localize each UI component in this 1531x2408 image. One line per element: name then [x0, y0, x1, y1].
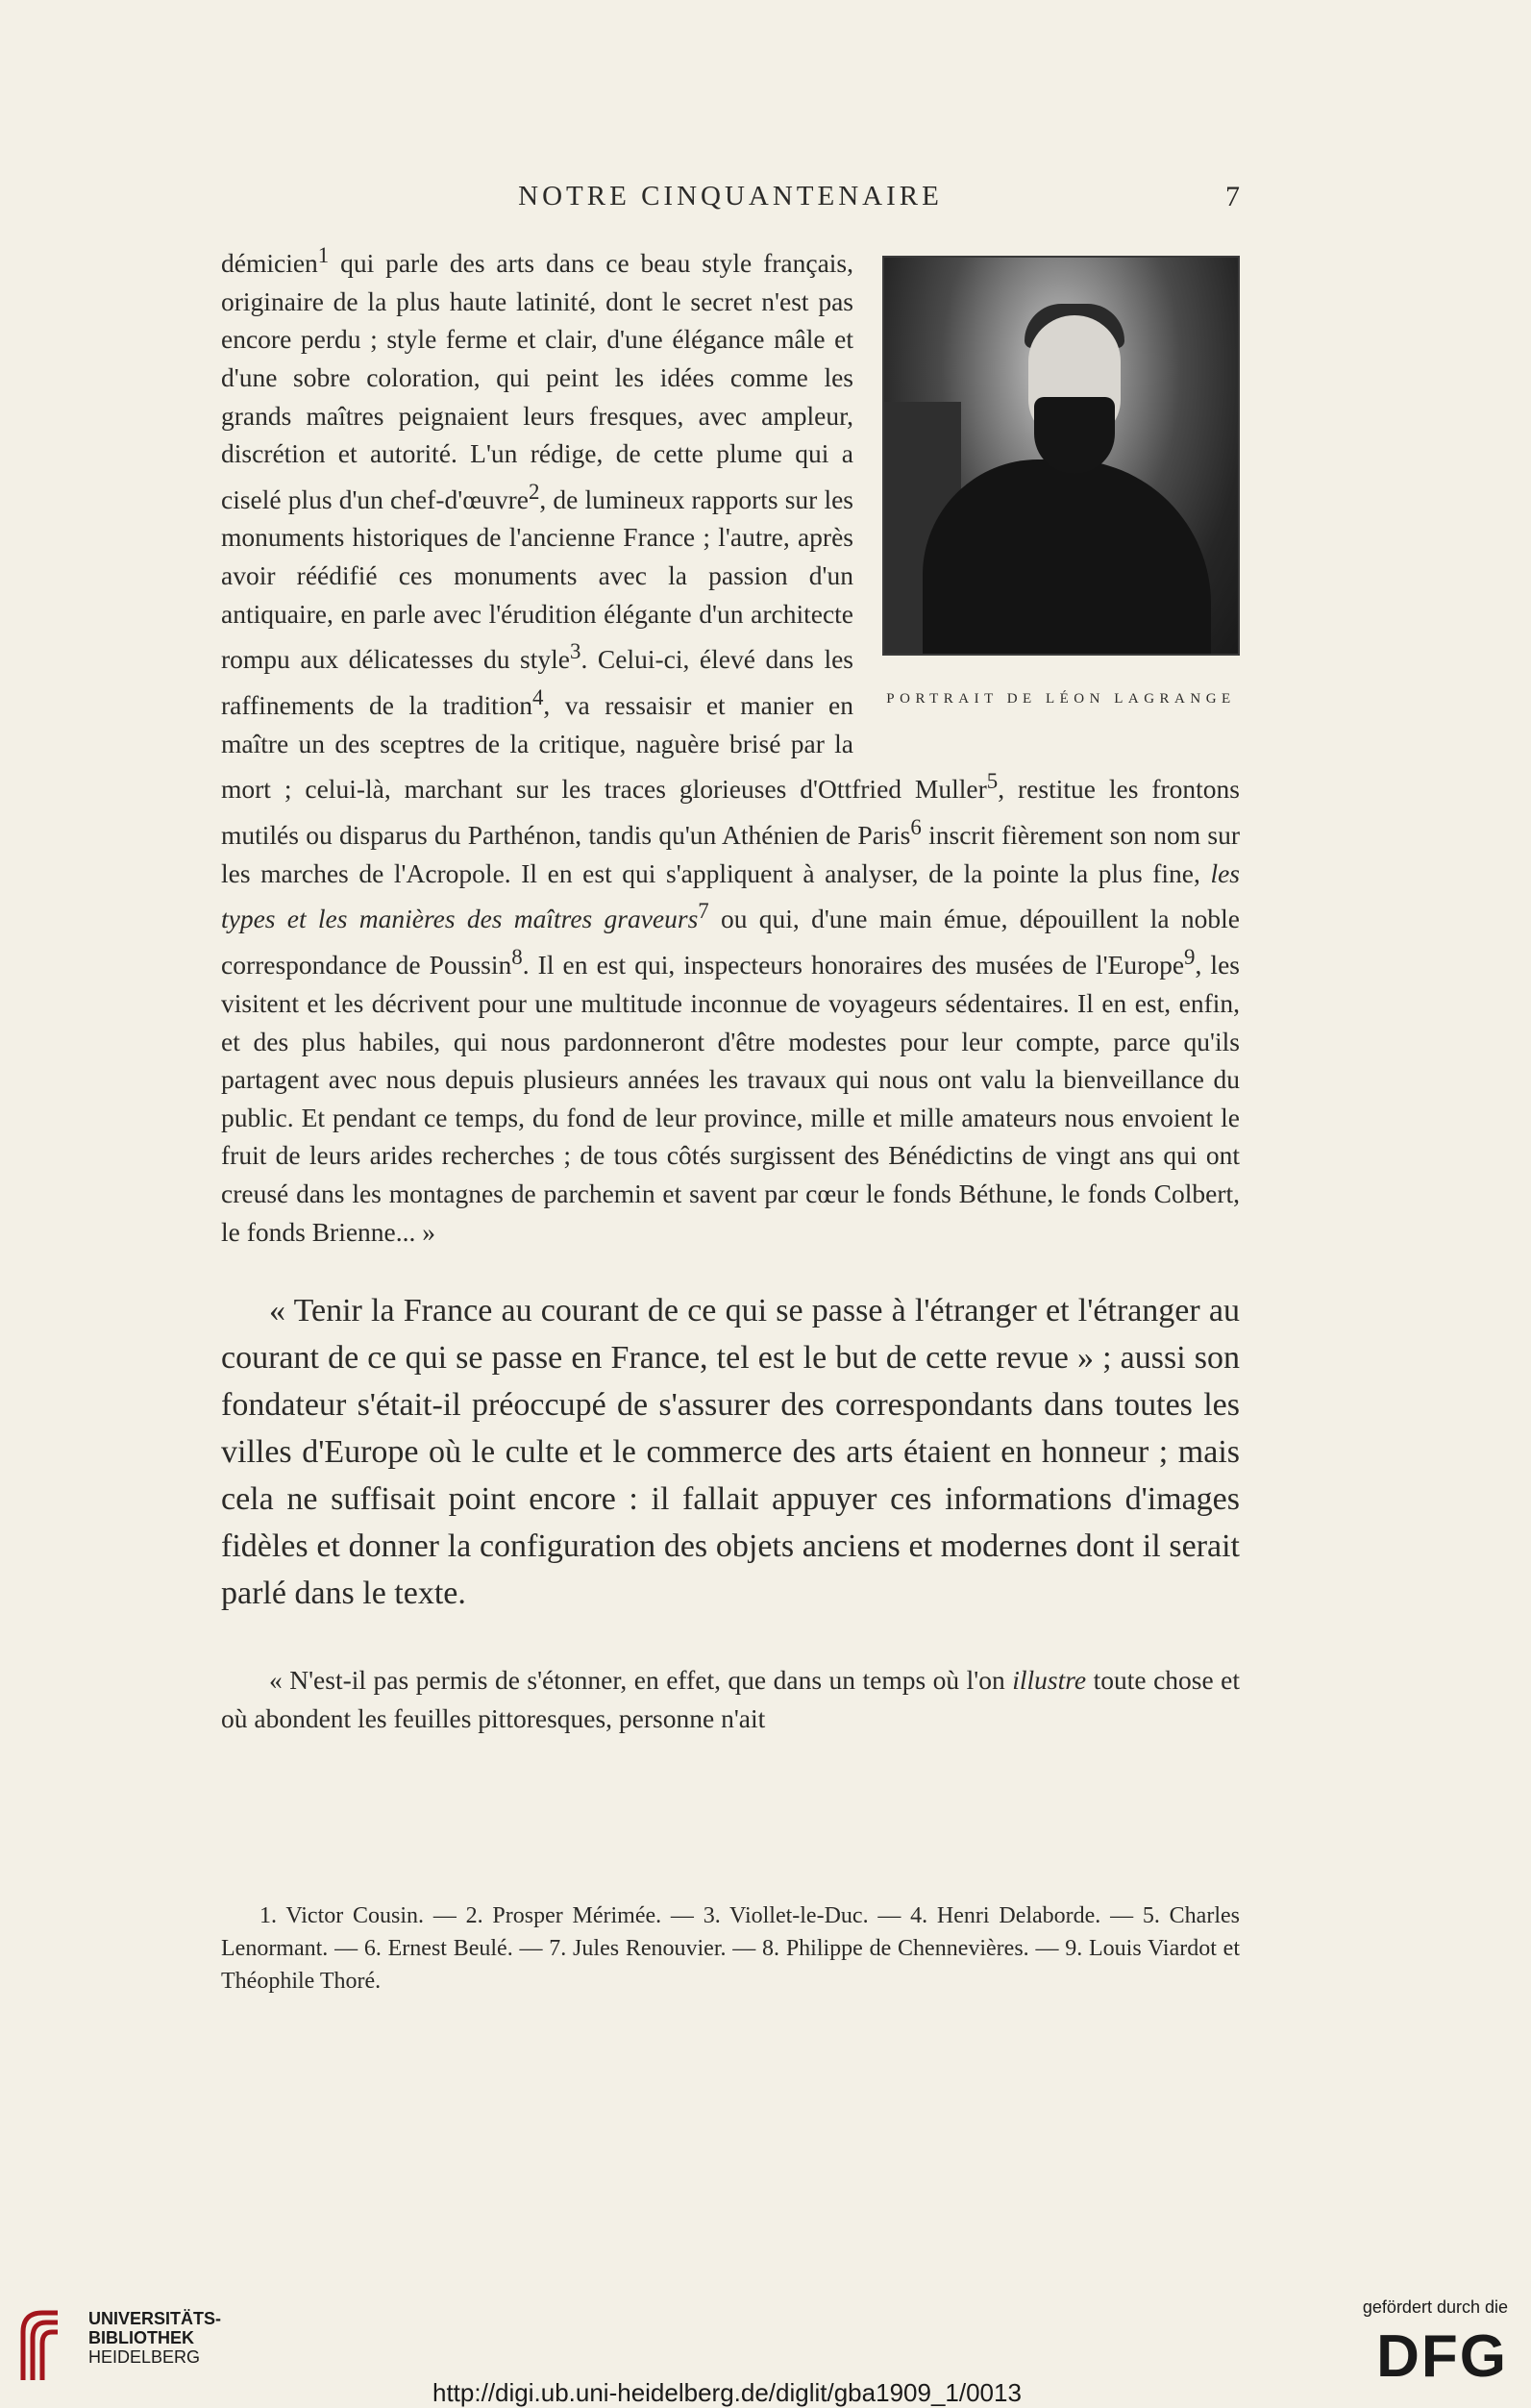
text-run: toute chose et où abondent les feuilles pittoresques, personne n'ait: [221, 1665, 1241, 1733]
funding-note: gefördert durch die: [1362, 2297, 1508, 2317]
dfg-logo: DFG: [1376, 2323, 1508, 2390]
library-name-line: HEIDELBERG: [88, 2347, 201, 2367]
portrait-photo: [882, 256, 1240, 656]
library-name: [88, 2309, 221, 2367]
text-run: qui parle des arts dans ce beau style français, originaire de la plus haute latinité, dont le secret n'est pas encore perdu ; style ferme et clair, d'une élégance mâle et d'une sobre coloration, qui peint les idées comme les grands maîtres peignaient leurs fresques, avec ampleur, discrétion et autorité. L'un rédige, de cette plume qui a ciselé plus d'un chef-d'œuvre: [221, 248, 853, 514]
text-run: démicien: [221, 248, 318, 279]
portrait-caption: PORTRAIT DE LÉON LAGRANGE: [886, 691, 1236, 707]
footnotes: [221, 1899, 1240, 1998]
text-run: , restitue les frontons mutilés ou disparus du Parthénon, tandis qu'un Athénien de Paris: [221, 774, 1240, 851]
paragraph-3: [221, 1661, 1240, 1737]
text-run: ou qui, d'une main émue, dépouillent la noble correspondance de Poussin: [221, 904, 1240, 981]
library-logo-icon: [13, 2303, 62, 2386]
text-run: « N'est-il pas permis de s'étonner, en effet, que dans un temps où l'on: [269, 1665, 1013, 1696]
page-header: [221, 181, 1240, 219]
page-number: 7: [1225, 181, 1240, 212]
footnote-ref: 7: [698, 899, 709, 924]
spacer: [221, 1617, 1240, 1661]
footnote-ref: 8: [511, 945, 523, 970]
italic-title: les types et les manières des maîtres graveurs: [221, 857, 1240, 934]
footnote-text: 1. Victor Cousin. — 2. Prosper Mérimée. — 3. Viollet-le-Duc. — 4. Henri Delaborde. — 5. Charles Lenormant. — 6. Ernest Beulé. — 7. Jules Renouvier. — 8. Philippe de Chennevières. — 9. Louis Viardot et Théophile Thoré.: [221, 1903, 1240, 1994]
footnote-ref: 1: [317, 243, 330, 267]
footnote-ref: 2: [528, 479, 540, 504]
footnote-ref: 5: [986, 769, 999, 794]
text-run: inscrit fièrement son nom sur les marches de l'Acropole. Il en est qui s'appliquent à analyser, de la pointe la plus fine,: [221, 820, 1240, 888]
footnote-ref: 9: [1184, 945, 1196, 970]
text-run: , va ressaisir et manier en maître un des sceptres de la critique, naguère brisé par la mort ; celui-là, marchant sur les traces glorieuses d'Ottfried Muller: [221, 690, 987, 805]
portrait-figure: [882, 256, 1240, 719]
text-run: . Il en est qui, inspecteurs honoraires des musées de l'Europe: [522, 950, 1185, 981]
text-run: . Celui-ci, élevé dans les raffinements de la tradition: [221, 644, 853, 721]
coat-shape: [923, 459, 1211, 656]
library-name-line: UNIVERSITÄTS-: [88, 2309, 222, 2328]
running-title: NOTRE CINQUANTENAIRE: [518, 181, 943, 211]
footnote-ref: 6: [910, 815, 922, 840]
text-run: , les visitent et les décrivent pour une multitude inconnue de voyageurs sédentaires. Il en est, enfin, et des plus habiles, qui nous pardonneront d'être modestes pour leur compte, parce qu'ils partagent avec nous depuis plusieurs années les travaux qui nous ont valu la bienveillance du public. Et pendant ce temps, du fond de leur province, mille et mille amateurs nous envoient le fruit de leurs arides recherches ; de tous côtés surgissent des Bénédictins de vingt ans qui ont creusé dans les montagnes de parchemin et savent par cœur le fonds Béthune, le fonds Colbert, le fonds Brienne... »: [221, 950, 1240, 1247]
body-text: [221, 236, 1240, 1737]
footnote-ref: 3: [570, 639, 581, 664]
footnote-ref: 4: [531, 685, 544, 709]
spacer: [221, 1251, 1240, 1287]
beard-shape: [1034, 397, 1115, 474]
library-name-line: BIBLIOTHEK: [88, 2328, 194, 2347]
italic-word: illustre: [1012, 1665, 1087, 1696]
paragraph-2: « Tenir la France au courant de ce qui se passe à l'étranger et l'étranger au courant de ce qui se passe en France, tel est le but de cette revue » ; aussi son fondateur s'était-il préoccupé de s'assurer des correspondants dans toutes les villes d'Europe où le culte et le commerce des arts étaient en honneur ; mais cela ne suffisait point encore : il fallait appuyer ces informations d'images fidèles et donner la configuration des objets anciens et modernes dont il serait parlé dans le texte.: [221, 1293, 1240, 1612]
text-run: , de lumineux rapports sur les monuments historiques de l'ancienne France ; l'autre, après avoir réédifié ces monuments avec la passion d'un antiquaire, en parle avec l'érudition élégante d'un architecte rompu aux délicatesses du style: [221, 484, 853, 675]
source-url-link[interactable]: http://digi.ub.uni-heidelberg.de/diglit/gba1909_1/0013: [432, 2378, 1022, 2407]
